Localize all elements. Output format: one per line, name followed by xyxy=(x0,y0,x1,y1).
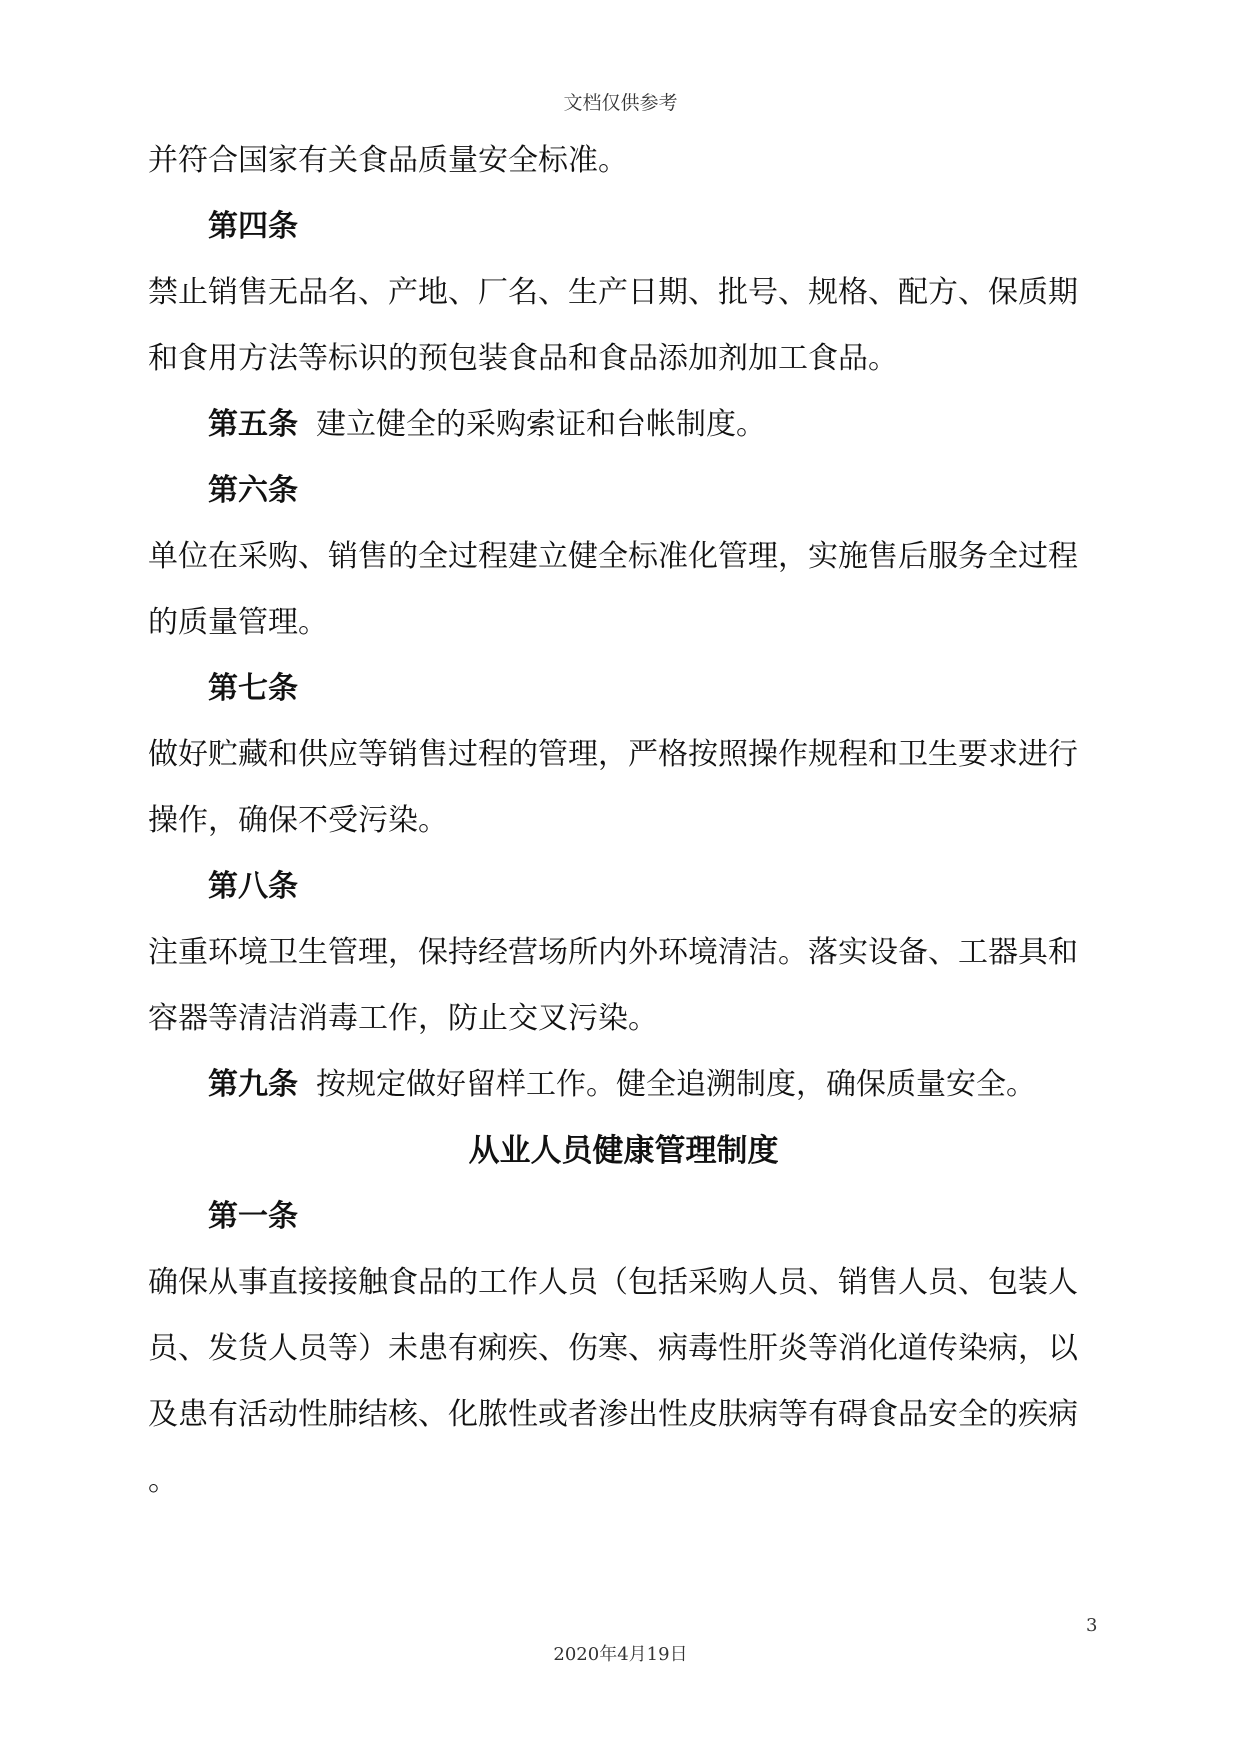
article-6-line-1: 单位在采购、销售的全过程建立健全标准化管理，实施售后服务全过程 xyxy=(148,539,1078,574)
article-9-title: 第九条 xyxy=(208,1067,298,1102)
article-5-title: 第五条 xyxy=(208,407,298,442)
article-8-line-1: 注重环境卫生管理，保持经营场所内外环境清洁。落实设备、工器具和 xyxy=(148,935,1078,970)
page-number: 3 xyxy=(1086,1615,1098,1636)
article-7-line-1: 做好贮藏和供应等销售过程的管理，严格按照操作规程和卫生要求进行 xyxy=(148,737,1078,772)
article-9-text: 按规定做好留样工作。健全追溯制度，确保质量安全。 xyxy=(316,1067,1036,1102)
article-9 xyxy=(148,1052,1093,1118)
section-article-1-line-2: 员、发货人员等）未患有痢疾、伤寒、病毒性肝炎等消化道传染病，以 xyxy=(148,1331,1078,1366)
section-article-1-line-4: 。 xyxy=(148,1463,178,1498)
article-5-text: 建立健全的采购索证和台帐制度。 xyxy=(316,407,766,442)
article-6-line-2: 的质量管理。 xyxy=(148,605,328,640)
paragraph-line: 并符合国家有关食品质量安全标准。 xyxy=(148,143,628,178)
article-7-title: 第七条 xyxy=(208,671,298,706)
article-6-title: 第六条 xyxy=(208,473,298,508)
page-footer-date: 2020年4月19日 xyxy=(553,1644,688,1665)
article-4-title: 第四条 xyxy=(208,209,298,244)
section-article-1-line-3: 及患有活动性肺结核、化脓性或者渗出性皮肤病等有碍食品安全的疾病 xyxy=(148,1397,1078,1432)
article-8-line-2: 容器等清洁消毒工作，防止交叉污染。 xyxy=(148,1001,658,1036)
document-body xyxy=(148,128,1093,1514)
section-article-1-line-1: 确保从事直接接触食品的工作人员（包括采购人员、销售人员、包装人 xyxy=(148,1265,1078,1300)
section-title: 从业人员健康管理制度 xyxy=(468,1133,779,1169)
article-5 xyxy=(148,392,1093,458)
article-4-line-1: 禁止销售无品名、产地、厂名、生产日期、批号、规格、配方、保质期 xyxy=(148,275,1078,310)
section-article-1-title: 第一条 xyxy=(208,1199,298,1234)
article-4-line-2: 和食用方法等标识的预包装食品和食品添加剂加工食品。 xyxy=(148,341,898,376)
article-8-title: 第八条 xyxy=(208,869,298,904)
article-7-line-2: 操作，确保不受污染。 xyxy=(148,803,448,838)
page-header: 文档仅供参考 xyxy=(563,92,678,114)
